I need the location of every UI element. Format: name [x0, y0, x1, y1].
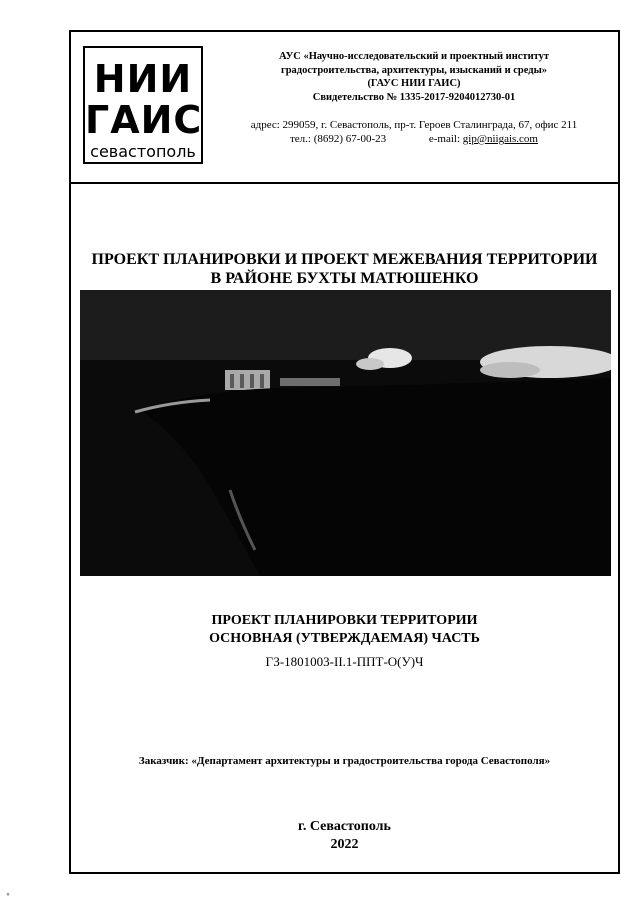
bay-photo — [80, 290, 611, 576]
header-block — [71, 32, 618, 184]
institute-logo — [83, 46, 203, 164]
logo-line-1: НИИ — [93, 57, 193, 101]
email-link[interactable]: gip@niigais.com — [462, 133, 538, 145]
bay-photo-graphic — [80, 290, 611, 576]
title-page-frame — [69, 30, 620, 874]
org-line-3: (ГАУС НИИ ГАИС) — [367, 78, 461, 89]
contacts — [219, 118, 609, 146]
logo-line-3: севастополь — [90, 142, 196, 161]
year: 2022 — [330, 837, 359, 852]
city: г. Севастополь — [298, 819, 391, 834]
logo-line-2: ГАИС — [85, 98, 203, 142]
title-line-2: В РАЙОНЕ БУХТЫ МАТЮШЕНКО — [210, 270, 479, 287]
document-subtitle — [71, 612, 618, 648]
subtitle-line-1: ПРОЕКТ ПЛАНИРОВКИ ТЕРРИТОРИИ — [211, 613, 478, 628]
client-line: Заказчик: «Департамент архитектуры и градостроительства города Севастополя» — [138, 755, 551, 767]
org-line-1: АУС «Научно-исследовательский и проектный институт — [278, 51, 550, 62]
title-line-1: ПРОЕКТ ПЛАНИРОВКИ И ПРОЕКТ МЕЖЕВАНИЯ ТЕРРИТОРИИ — [91, 251, 598, 268]
subtitle-line-2: ОСНОВНАЯ (УТВЕРЖДАЕМАЯ) ЧАСТЬ — [209, 631, 480, 646]
city-year — [71, 818, 618, 854]
document-code: ГЗ-1801003-II.1-ППТ-О(У)Ч — [265, 654, 424, 669]
email-label: e-mail: — [428, 133, 461, 145]
org-certificate: Свидетельство № 1335-2017-9204012730-01 — [312, 91, 516, 103]
address: адрес: 299059, г. Севастополь, пр-т. Героев Сталинграда, 67, офис 211 — [250, 119, 578, 131]
corner-mark: ° — [6, 892, 10, 901]
document-title — [71, 250, 618, 288]
phone-email-line — [219, 132, 609, 146]
phone: тел.: (8692) 67-00-23 — [289, 133, 387, 145]
organization-name — [219, 50, 609, 104]
org-line-2: градостроительства, архитектуры, изысканий и среды» — [280, 64, 548, 76]
